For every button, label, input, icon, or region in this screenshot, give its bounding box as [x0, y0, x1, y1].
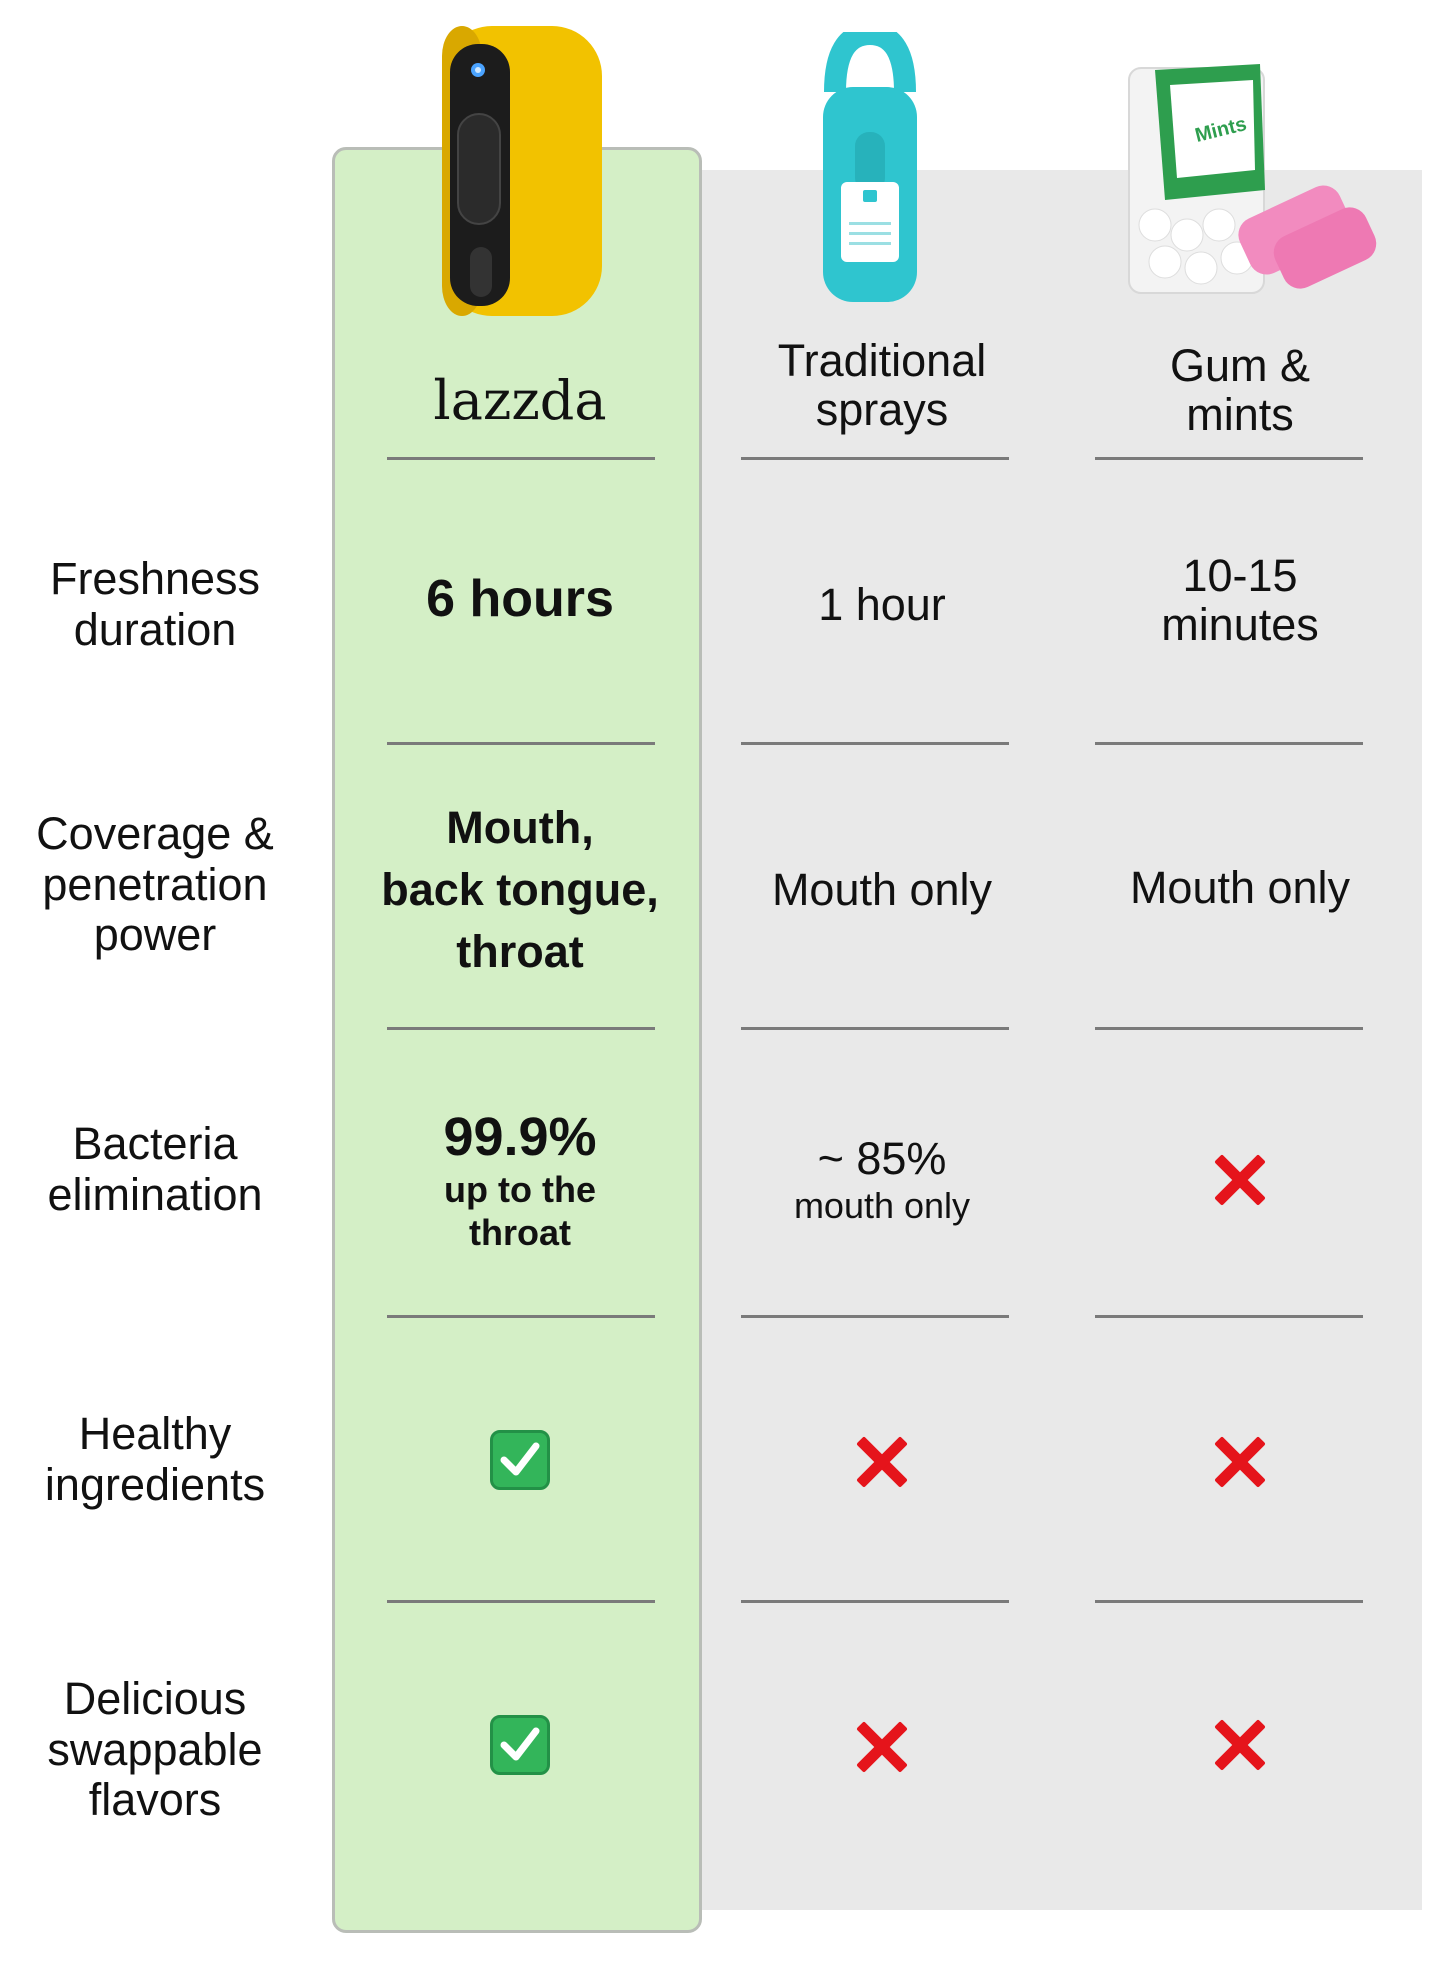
- sprays-freshness-value: 1 hour: [818, 579, 946, 631]
- spray-bottle-icon: [815, 32, 925, 312]
- lazzda-healthy-value: [360, 1410, 680, 1510]
- gum-coverage-value: Mouth only: [1129, 862, 1351, 914]
- lazzda-freshness-value: 6 hours: [426, 570, 614, 629]
- gum-and-mints-column-header: Gum & mints: [1169, 339, 1311, 440]
- row-label-flavors: Delicious swappable flavors: [47, 1672, 263, 1826]
- yellow-device-icon: [436, 22, 606, 322]
- gum-healthy-value: [1095, 1412, 1385, 1512]
- sprays-coverage-value: Mouth only: [771, 864, 993, 916]
- lazzda-coverage-value: Mouth, back tongue, throat: [381, 801, 659, 978]
- row-label-freshness: Freshness duration: [49, 553, 261, 655]
- divider: [1095, 457, 1363, 460]
- sprays-bacteria-value: ~ 85% mouth only: [793, 1132, 971, 1227]
- green-check-icon: [490, 1715, 550, 1775]
- divider: [1095, 1600, 1363, 1603]
- divider: [1095, 1315, 1363, 1318]
- gum-flavors-value: [1095, 1695, 1385, 1795]
- lazzda-bacteria-value: 99.9% up to the throat: [443, 1106, 597, 1254]
- red-x-icon: [854, 1434, 910, 1490]
- divider: [741, 1027, 1009, 1030]
- divider: [387, 1315, 655, 1318]
- red-x-icon: [1212, 1152, 1268, 1208]
- mints-and-gum-icon: [1125, 50, 1385, 310]
- divider: [741, 742, 1009, 745]
- red-x-icon: [1212, 1717, 1268, 1773]
- row-label-bacteria: Bacteria elimination: [47, 1118, 263, 1220]
- sprays-flavors-value: [737, 1697, 1027, 1797]
- gum-freshness-value: 10-15 minutes: [1161, 549, 1319, 650]
- traditional-sprays-column-header: Traditional sprays: [777, 334, 987, 435]
- divider: [387, 1600, 655, 1603]
- divider: [1095, 742, 1363, 745]
- divider: [387, 742, 655, 745]
- svg-text:Mints: Mints: [1192, 113, 1249, 148]
- row-label-coverage: Coverage & penetration power: [36, 807, 274, 961]
- red-x-icon: [1212, 1434, 1268, 1490]
- divider: [1095, 1027, 1363, 1030]
- divider: [741, 457, 1009, 460]
- divider: [741, 1600, 1009, 1603]
- divider: [387, 457, 655, 460]
- row-label-healthy: Healthy ingredients: [44, 1408, 266, 1510]
- lazzda-brand-name: lazzda: [433, 368, 607, 432]
- green-check-icon: [490, 1430, 550, 1490]
- divider: [387, 1027, 655, 1030]
- lazzda-column-header: [360, 355, 680, 445]
- lazzda-flavors-value: [360, 1695, 680, 1795]
- gum-bacteria-value: [1095, 1130, 1385, 1230]
- sprays-healthy-value: [737, 1412, 1027, 1512]
- divider: [741, 1315, 1009, 1318]
- red-x-icon: [854, 1719, 910, 1775]
